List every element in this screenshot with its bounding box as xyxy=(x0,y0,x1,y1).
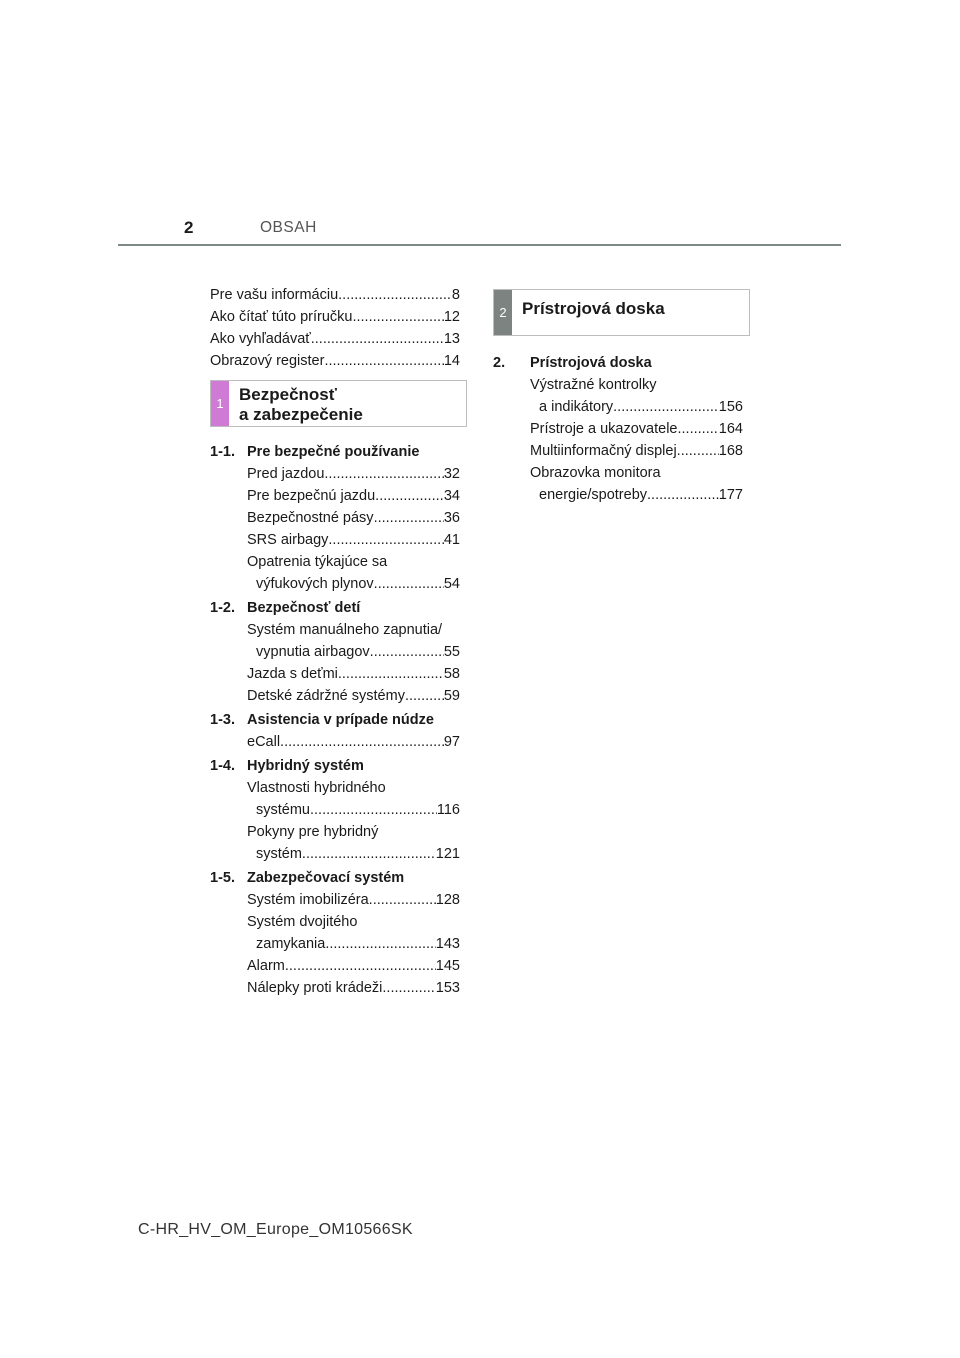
chapter-2-title: Prístrojová doska xyxy=(522,299,665,318)
toc-entry[interactable]: Pre vašu informáciu ..... 8 xyxy=(210,284,460,306)
toc-entry[interactable]: a indikátory ..... 156 xyxy=(530,396,743,418)
toc-entry[interactable]: Nálepky proti krádeži ..... 153 xyxy=(247,977,460,999)
section-heading[interactable]: 1-2. Bezpečnosť detí xyxy=(210,600,361,616)
header-rule xyxy=(118,244,841,246)
toc-entry[interactable]: SRS airbagy ..... 41 xyxy=(247,529,460,551)
page-title: OBSAH xyxy=(260,219,317,236)
toc-entry[interactable]: Ako vyhľadávať ..... 13 xyxy=(210,328,460,350)
toc-entry[interactable]: systému ..... 116 xyxy=(247,799,460,821)
toc-entry[interactable]: vypnutia airbagov ..... 55 xyxy=(247,641,460,663)
document-code-footer: C-HR_HV_OM_Europe_OM10566SK xyxy=(138,1221,413,1238)
toc-right-column xyxy=(493,284,743,506)
toc-entry-line1[interactable]: Pokyny pre hybridný xyxy=(247,824,379,840)
chapter-2-tab: 2 xyxy=(494,290,512,335)
toc-entry[interactable]: Obrazový register ..... 14 xyxy=(210,350,460,372)
toc-entry[interactable]: Alarm ..... 145 xyxy=(247,955,460,977)
section-heading[interactable]: 1-1. Pre bezpečné používanie xyxy=(210,444,420,460)
section-heading[interactable]: 1-5. Zabezpečovací systém xyxy=(210,870,405,886)
toc-entry[interactable]: eCall ..... 97 xyxy=(247,731,460,753)
toc-entry[interactable]: výfukových plynov ..... 54 xyxy=(247,573,460,595)
toc-entry-line1[interactable]: Výstražné kontrolky xyxy=(530,377,657,393)
toc-entry-line1[interactable]: Vlastnosti hybridného xyxy=(247,780,386,796)
toc-entry[interactable]: Ako čítať túto príručku ..... 12 xyxy=(210,306,460,328)
chapter-2-header[interactable] xyxy=(493,289,750,336)
toc-entry[interactable]: Jazda s deťmi ..... 58 xyxy=(247,663,460,685)
toc-entry-line1[interactable]: Systém manuálneho zapnutia/ xyxy=(247,622,443,638)
page-number: 2 xyxy=(184,218,194,237)
toc-entry-line1[interactable]: Obrazovka monitora xyxy=(530,465,661,481)
chapter-1-title: Bezpečnosť a zabezpečenie xyxy=(239,385,363,424)
toc-entry[interactable]: Pre bezpečnú jazdu ..... 34 xyxy=(247,485,460,507)
toc-entry[interactable]: Prístroje a ukazovatele ..... 164 xyxy=(530,418,743,440)
chapter-1-tab: 1 xyxy=(211,381,229,426)
toc-entry[interactable]: Bezpečnostné pásy ..... 36 xyxy=(247,507,460,529)
toc-entry[interactable]: Multiinformačný displej ..... 168 xyxy=(530,440,743,462)
section-heading[interactable]: 1-3. Asistencia v prípade núdze xyxy=(210,712,434,728)
toc-entry[interactable]: energie/spotreby ..... 177 xyxy=(530,484,743,506)
intro-list xyxy=(210,284,460,372)
section-heading[interactable]: 2. Prístrojová doska xyxy=(493,355,652,371)
toc-entry[interactable]: zamykania ..... 143 xyxy=(247,933,460,955)
toc-entry[interactable]: Detské zádržné systémy ..... 59 xyxy=(247,685,460,707)
chapter-1-header[interactable] xyxy=(210,380,467,427)
toc-entry-line1[interactable]: Opatrenia týkajúce sa xyxy=(247,554,388,570)
toc-left-column xyxy=(210,284,460,999)
toc-entry[interactable]: Systém imobilizéra ..... 128 xyxy=(247,889,460,911)
toc-entry[interactable]: systém ..... 121 xyxy=(247,843,460,865)
toc-entry-line1[interactable]: Systém dvojitého xyxy=(247,914,358,930)
section-heading[interactable]: 1-4. Hybridný systém xyxy=(210,758,364,774)
toc-entry[interactable]: Pred jazdou ..... 32 xyxy=(247,463,460,485)
